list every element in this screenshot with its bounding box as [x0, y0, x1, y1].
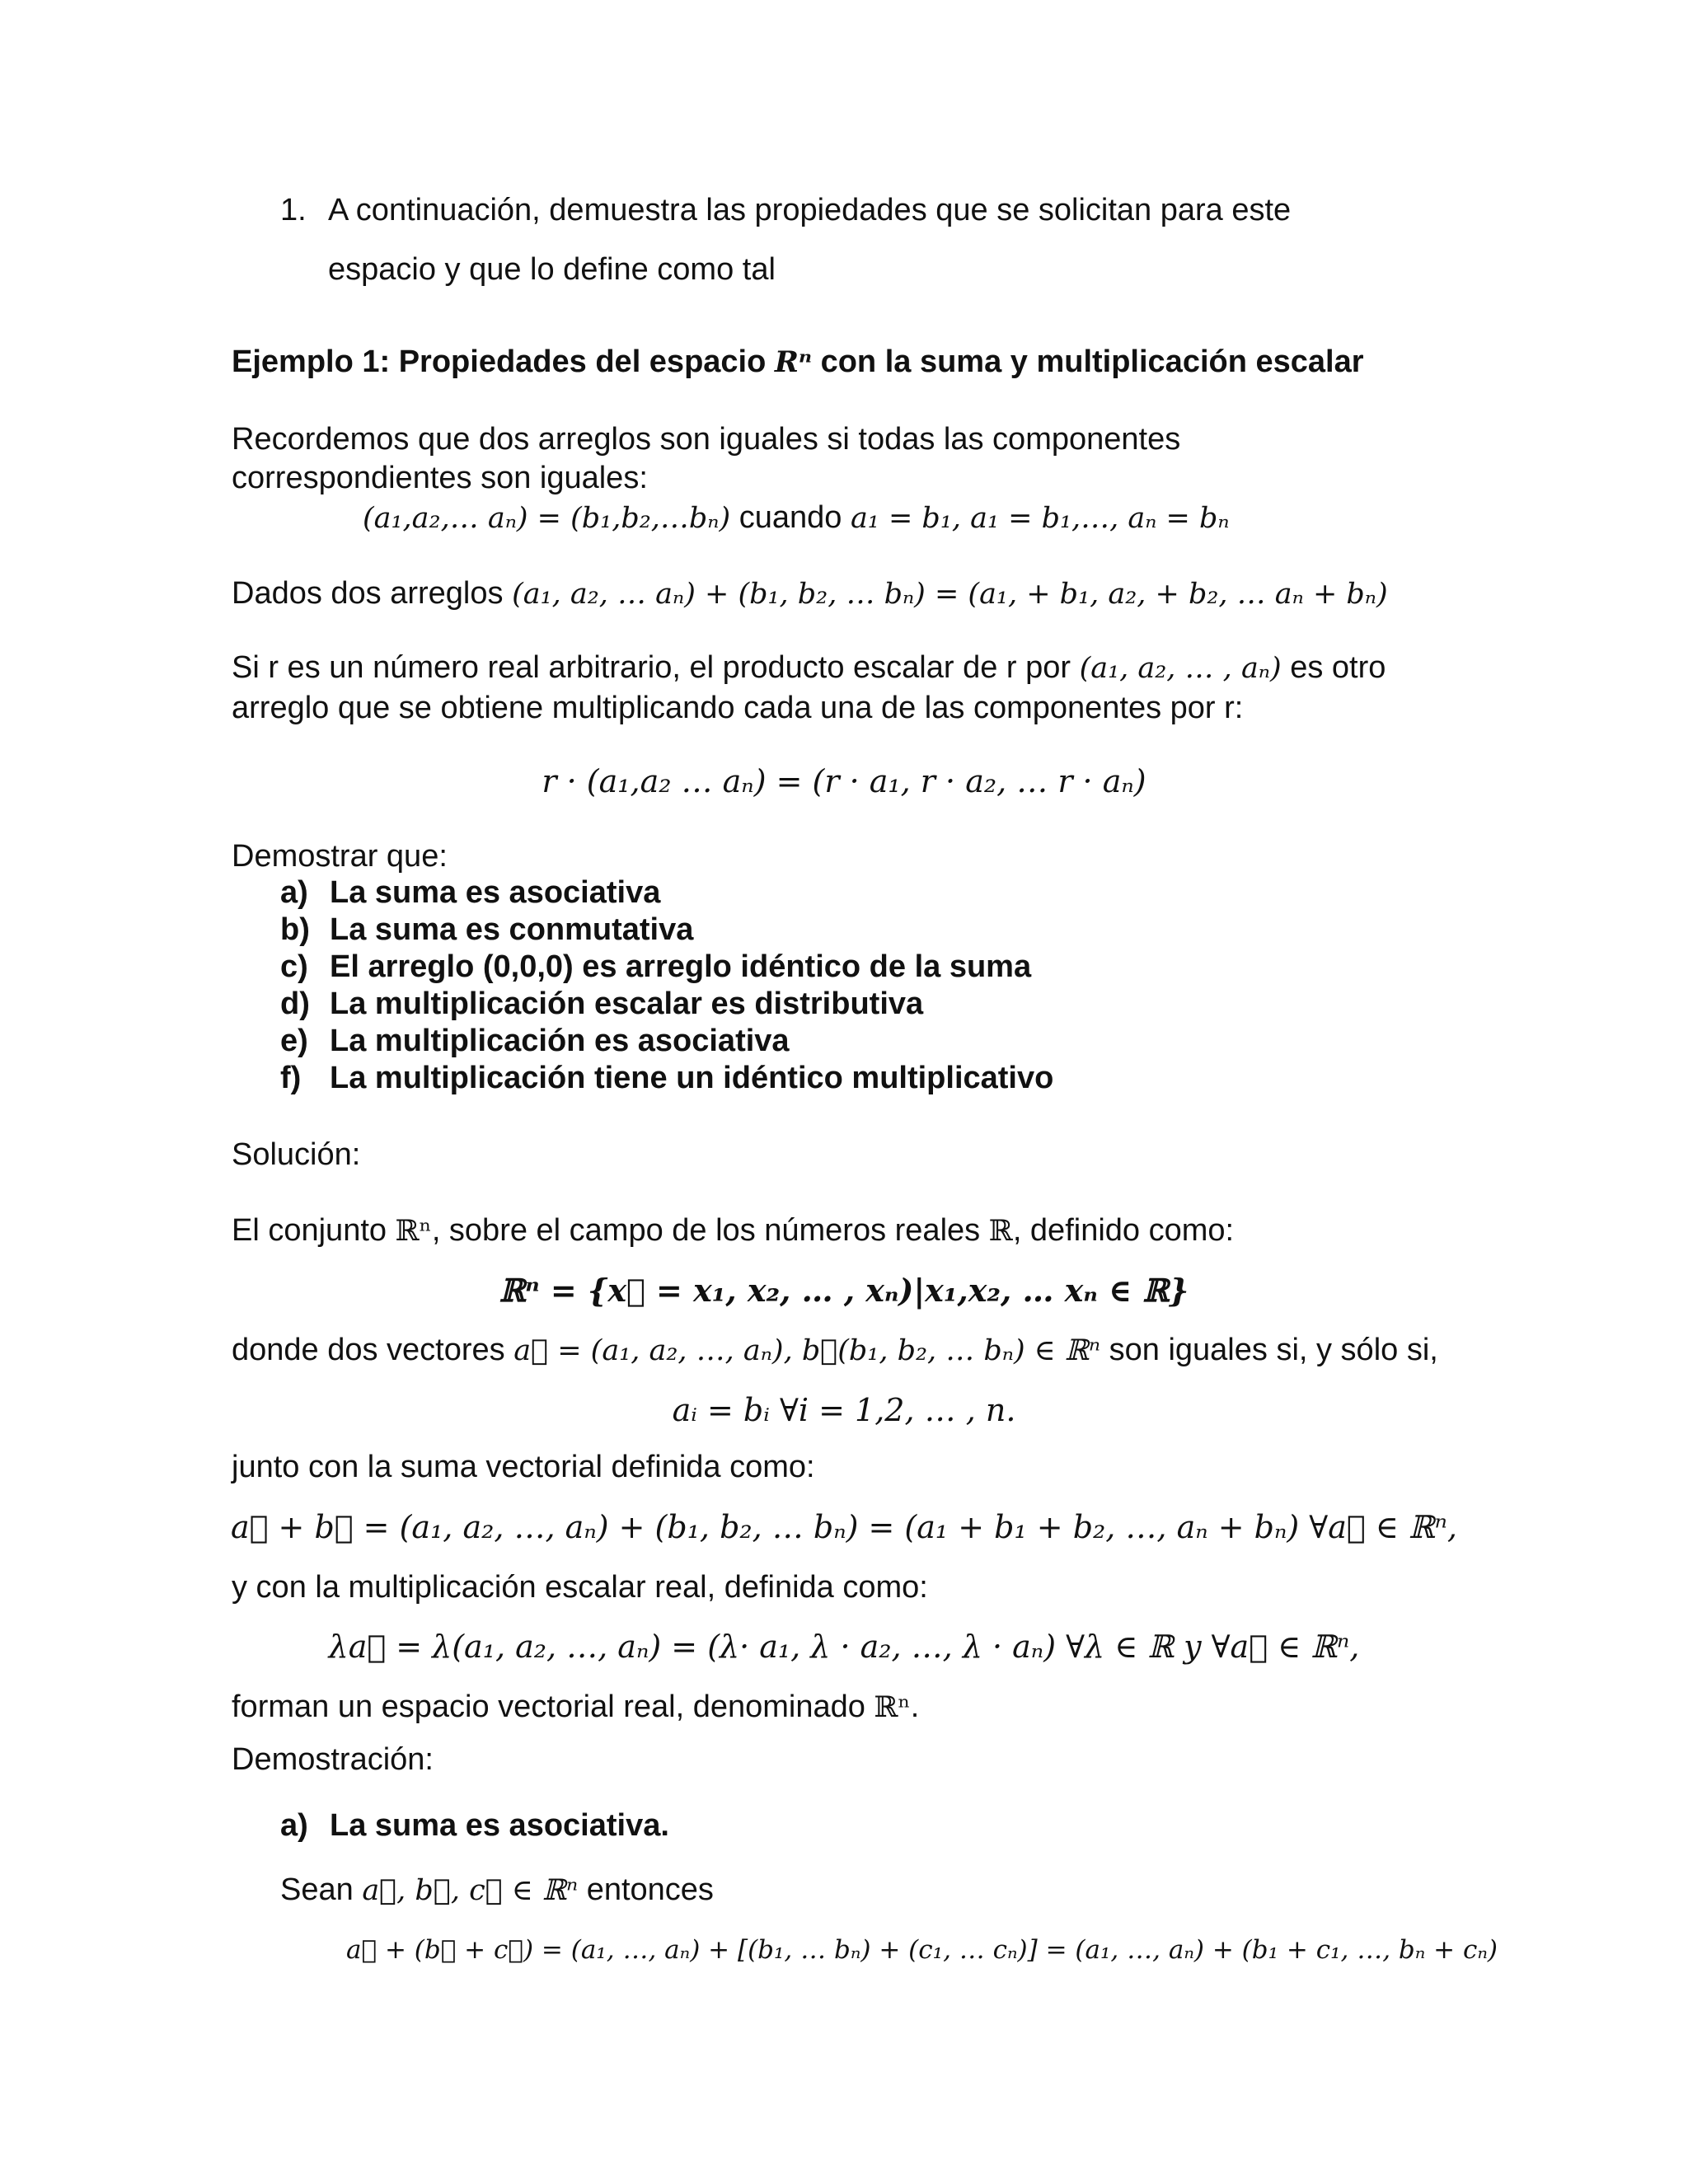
prove-item-text: La multiplicación tiene un idéntico multiplicativo [330, 1061, 1054, 1095]
scalar-mult-equation: λa⃗ = λ(a₁, a₂, …, aₙ) = (λ· a₁, λ · a₂, …, λ · aₙ) ∀λ ∈ ℝ y ∀a⃗ ∈ ℝⁿ, [328, 1629, 1360, 1665]
recall-equation [363, 499, 1230, 537]
prove-item [280, 911, 693, 949]
prove-item-label: e) [280, 1024, 308, 1058]
intro-line-1: A continuación, demuestra las propiedades que se solicitan para este [328, 193, 1292, 227]
prove-item-label: d) [280, 987, 310, 1021]
associativity-equation: a⃗ + (b⃗ + c⃗) = (a₁, …, aₙ) + [(b₁, … bₙ) + (c₁, … cₙ)] = (a₁, …, aₙ) + (b₁ + c₁, …, bₙ + cₙ) [346, 1935, 1498, 1965]
component-equation: aᵢ = bᵢ ∀i = 1,2, … , n. [672, 1392, 1016, 1428]
prove-item [280, 874, 660, 912]
set-def-math-1: ℝⁿ [395, 1215, 432, 1248]
vector-space-text-2: . [910, 1690, 920, 1724]
scalar-definition-line-2: arreglo que se obtiene multiplicando cada una de las componentes por r: [232, 691, 1244, 725]
prove-item-text: La suma es conmutativa [330, 912, 694, 947]
demonstration-title: Demostración: [232, 1742, 434, 1777]
prove-item-label: c) [280, 949, 308, 984]
prove-item-text: El arreglo (0,0,0) es arreglo idéntico de la suma [330, 949, 1032, 984]
intro-number: 1. [280, 193, 307, 227]
vector-sum-equation: a⃗ + b⃗ = (a₁, a₂, …, aₙ) + (b₁, b₂, … bₙ) = (a₁ + b₁ + b₂, …, aₙ + bₙ) ∀a⃗ ∈ ℝⁿ, [231, 1509, 1457, 1545]
example-heading-math: Rⁿ [774, 345, 813, 379]
scalar-equation: r · (a₁,a₂ … aₙ) = (r · a₁, r · a₂, … r · aₙ) [542, 763, 1146, 799]
demonstration-item-label: a) [280, 1808, 308, 1843]
scalar-def-text-end: es otro [1281, 650, 1386, 685]
set-def-text-2: , sobre el campo de los números reales [431, 1213, 989, 1248]
scalar-mult-text: y con la multiplicación escalar real, definida como: [232, 1570, 928, 1605]
prove-item-label: a) [280, 875, 308, 910]
recall-line-1: Recordemos que dos arreglos son iguales si todas las componentes [232, 422, 1181, 457]
set-equation: ℝⁿ = {x⃗ = x₁, x₂, … , xₙ)|x₁,x₂, … xₙ ∈ ℝ} [499, 1272, 1189, 1309]
demonstration-let-text-2: entonces [578, 1872, 714, 1907]
scalar-def-text: Si r es un número real arbitrario, el producto escalar de r por [232, 650, 1080, 685]
demonstration-let [280, 1871, 714, 1910]
prove-title: Demostrar que: [232, 839, 448, 874]
example-heading-pre: Ejemplo 1: Propiedades del espacio [232, 344, 775, 379]
vector-space-text-1: forman un espacio vectorial real, denominado [232, 1690, 874, 1724]
recall-line-2: correspondientes son iguales: [232, 461, 648, 495]
prove-item [280, 1022, 790, 1060]
demonstration-item [280, 1807, 669, 1844]
prove-item [280, 1059, 1053, 1097]
prove-item-text: La multiplicación es asociativa [330, 1024, 790, 1058]
scalar-definition-line-1 [232, 649, 1386, 687]
recall-eq-word: cuando [730, 500, 851, 535]
prove-item [280, 948, 1031, 986]
vector-equality-math: a⃗ = (a₁, a₂, …, aₙ), b⃗(b₁, b₂, … bₙ) ∈ ℝⁿ [513, 1334, 1101, 1367]
set-def-text-3: , definido como: [1012, 1213, 1235, 1248]
vector-equality-text-1: donde dos vectores [232, 1333, 514, 1367]
example-heading-post: con la suma y multiplicación escalar [812, 344, 1364, 379]
recall-eq-left: (a₁,a₂,… aₙ) = (b₁,b₂,…bₙ) [363, 502, 731, 535]
vector-space-math: ℝⁿ [874, 1691, 911, 1724]
set-def-text-1: El conjunto [232, 1213, 396, 1248]
set-definition [232, 1212, 1234, 1250]
example-heading [232, 343, 1364, 382]
prove-item-label: f) [280, 1061, 302, 1095]
vector-equality [232, 1331, 1438, 1370]
solution-title: Solución: [232, 1137, 361, 1172]
sum-definition [232, 574, 1388, 613]
set-def-math-2: ℝ [988, 1215, 1013, 1248]
demonstration-item-text: La suma es asociativa. [330, 1808, 669, 1843]
demonstration-let-math: a⃗, b⃗, c⃗ ∈ ℝⁿ [362, 1874, 579, 1907]
vector-sum-text: junto con la suma vectorial definida como: [232, 1450, 815, 1484]
prove-item-text: La multiplicación escalar es distributiva [330, 987, 924, 1021]
demonstration-let-text-1: Sean [280, 1872, 363, 1907]
intro-line-2: espacio y que lo define como tal [328, 252, 776, 287]
sum-def-text: Dados dos arreglos [232, 576, 513, 611]
prove-item-label: b) [280, 912, 310, 947]
recall-eq-right: a₁ = b₁, a₁ = b₁,…, aₙ = bₙ [850, 502, 1230, 535]
prove-item-text: La suma es asociativa [330, 875, 661, 910]
scalar-def-math: (a₁, a₂, … , aₙ) [1079, 652, 1282, 685]
sum-def-math: (a₁, a₂, … aₙ) + (b₁, b₂, … bₙ) = (a₁, + b₁, a₂, + b₂, … aₙ + bₙ) [512, 578, 1388, 611]
vector-equality-text-2: son iguales si, y sólo si, [1100, 1333, 1438, 1367]
prove-item [280, 985, 923, 1023]
vector-space-statement [232, 1688, 919, 1727]
